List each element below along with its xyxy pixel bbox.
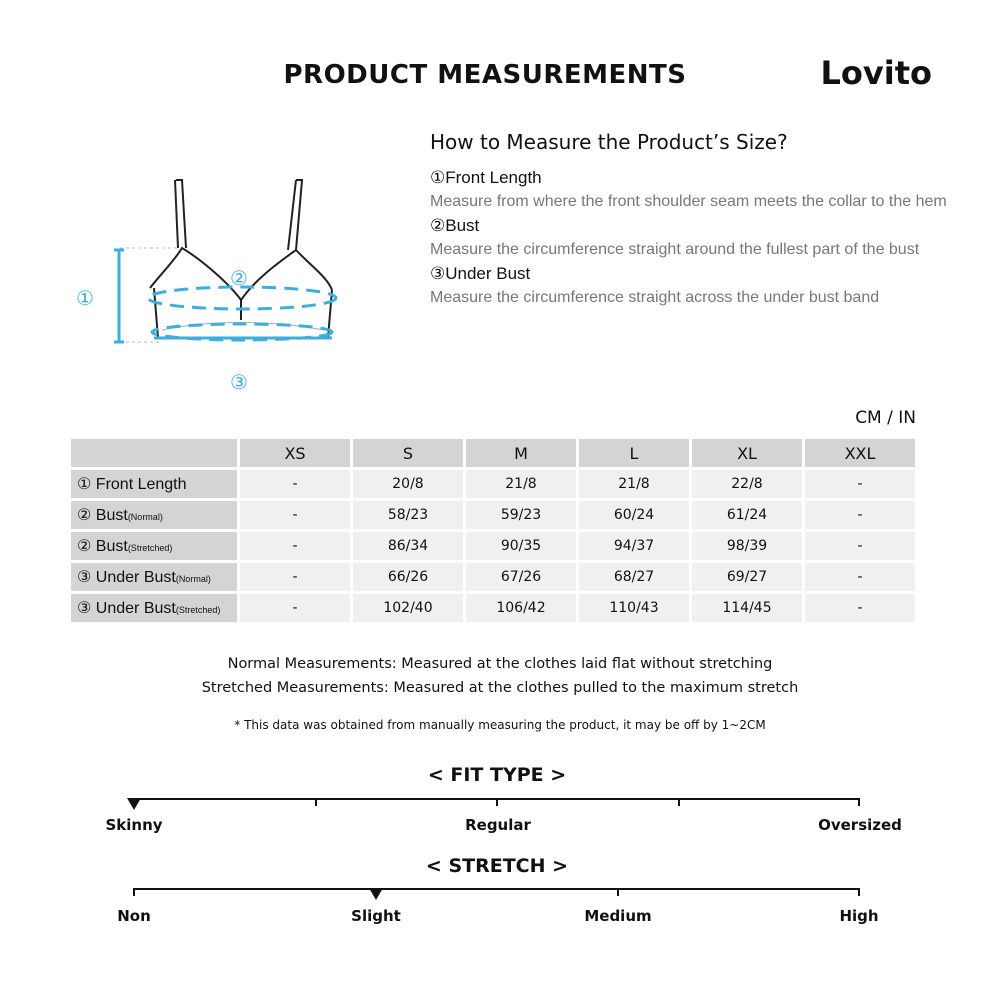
size-header: XS — [240, 439, 350, 467]
row-label-text: ③ Under Bust — [77, 569, 176, 586]
note-stretched: Stretched Measurements: Measured at the clothes pulled to the maximum stretch — [201, 680, 799, 696]
fit-type-pointer — [127, 798, 141, 810]
howto-desc-under-bust: Measure the circumference straight across the under bust band — [430, 289, 880, 306]
stretch-tick — [617, 888, 619, 896]
row-label-sub: (Stretched) — [175, 605, 221, 615]
table-cell: 66/26 — [353, 563, 463, 591]
table-cell: - — [805, 501, 915, 529]
row-label-sub: (Normal) — [175, 574, 211, 584]
table-cell: - — [240, 594, 350, 622]
size-header: XXL — [805, 439, 915, 467]
table-cell: 98/39 — [692, 532, 802, 560]
stretch-label-non: Non — [117, 907, 151, 925]
table-row — [71, 594, 915, 622]
table-cell: 22/8 — [692, 470, 802, 498]
size-header: M — [466, 439, 576, 467]
size-header: S — [353, 439, 463, 467]
table-cell: 60/24 — [579, 501, 689, 529]
fit-type-label-skinny: Skinny — [105, 816, 163, 834]
marker-bust: ② — [230, 266, 248, 290]
row-label — [71, 532, 237, 560]
table-cell: 106/42 — [466, 594, 576, 622]
stretch-label-high: High — [839, 907, 879, 925]
table-cell: 114/45 — [692, 594, 802, 622]
disclaimer: * This data was obtained from manually measuring the product, it may be off by 1~2CM — [234, 718, 766, 732]
table-cell: - — [240, 563, 350, 591]
measurement-notes — [0, 652, 1000, 700]
stretch-pointer — [369, 888, 383, 900]
table-cell: - — [805, 532, 915, 560]
size-table — [68, 436, 918, 625]
row-label-text: ② Bust — [77, 538, 128, 555]
stretch-label-medium: Medium — [584, 907, 652, 925]
size-header: XL — [692, 439, 802, 467]
table-cell: 67/26 — [466, 563, 576, 591]
page-title: PRODUCT MEASUREMENTS — [283, 60, 687, 90]
fit-type-title: < FIT TYPE > — [427, 764, 567, 786]
row-label — [71, 470, 237, 498]
row-label — [71, 563, 237, 591]
fit-type-tick — [678, 798, 680, 806]
table-cell: 58/23 — [353, 501, 463, 529]
table-cell: 110/43 — [579, 594, 689, 622]
table-corner — [71, 439, 237, 467]
table-cell: - — [805, 594, 915, 622]
table-cell: - — [805, 563, 915, 591]
unit-label: CM / IN — [855, 408, 916, 428]
table-row — [71, 532, 915, 560]
stretch-title: < STRETCH > — [425, 855, 569, 877]
howto-label-under-bust: ③Under Bust — [430, 264, 531, 283]
table-cell: 102/40 — [353, 594, 463, 622]
fit-type-tick — [496, 798, 498, 806]
table-cell: - — [240, 532, 350, 560]
row-label — [71, 594, 237, 622]
fit-type-tick — [315, 798, 317, 806]
how-to-measure — [430, 130, 950, 310]
fit-type-label-regular: Regular — [465, 816, 531, 834]
table-cell: - — [240, 470, 350, 498]
table-cell: 69/27 — [692, 563, 802, 591]
marker-front-length: ① — [76, 286, 94, 310]
table-cell: 86/34 — [353, 532, 463, 560]
table-row — [71, 563, 915, 591]
table-cell: 21/8 — [466, 470, 576, 498]
stretch-label-slight: Slight — [351, 907, 401, 925]
table-row — [71, 470, 915, 498]
table-cell: 90/35 — [466, 532, 576, 560]
fit-type-tick — [858, 798, 860, 806]
row-label-sub: (Normal) — [127, 512, 163, 522]
table-cell: - — [805, 470, 915, 498]
table-row — [71, 501, 915, 529]
howto-desc-front-length: Measure from where the front shoulder seam meets the collar to the hem — [430, 193, 947, 210]
table-cell: 94/37 — [579, 532, 689, 560]
stretch-tick — [858, 888, 860, 896]
table-cell: - — [240, 501, 350, 529]
row-label-sub: (Stretched) — [127, 543, 173, 553]
table-cell: 68/27 — [579, 563, 689, 591]
row-label-text: ① Front Length — [77, 476, 187, 493]
table-header-row — [71, 439, 915, 467]
table-cell: 61/24 — [692, 501, 802, 529]
table-cell: 21/8 — [579, 470, 689, 498]
fit-type-label-oversized: Oversized — [818, 816, 902, 834]
row-label-text: ③ Under Bust — [77, 600, 176, 617]
howto-label-bust: ②Bust — [430, 216, 480, 235]
brand-logo: Lovito — [820, 54, 932, 92]
howto-desc-bust: Measure the circumference straight around the fullest part of the bust — [430, 241, 920, 258]
row-label — [71, 501, 237, 529]
bra-illustration — [70, 170, 360, 400]
stretch-scale-line — [133, 888, 860, 890]
note-normal: Normal Measurements: Measured at the clothes laid flat without stretching — [227, 656, 773, 672]
howto-label-front-length: ①Front Length — [430, 168, 542, 187]
row-label-text: ② Bust — [77, 507, 128, 524]
table-cell: 20/8 — [353, 470, 463, 498]
howto-title: How to Measure the Product’s Size? — [430, 130, 788, 154]
marker-under-bust: ③ — [230, 370, 248, 394]
table-cell: 59/23 — [466, 501, 576, 529]
stretch-tick — [133, 888, 135, 896]
size-header: L — [579, 439, 689, 467]
bra-measurement-diagram — [70, 170, 360, 400]
